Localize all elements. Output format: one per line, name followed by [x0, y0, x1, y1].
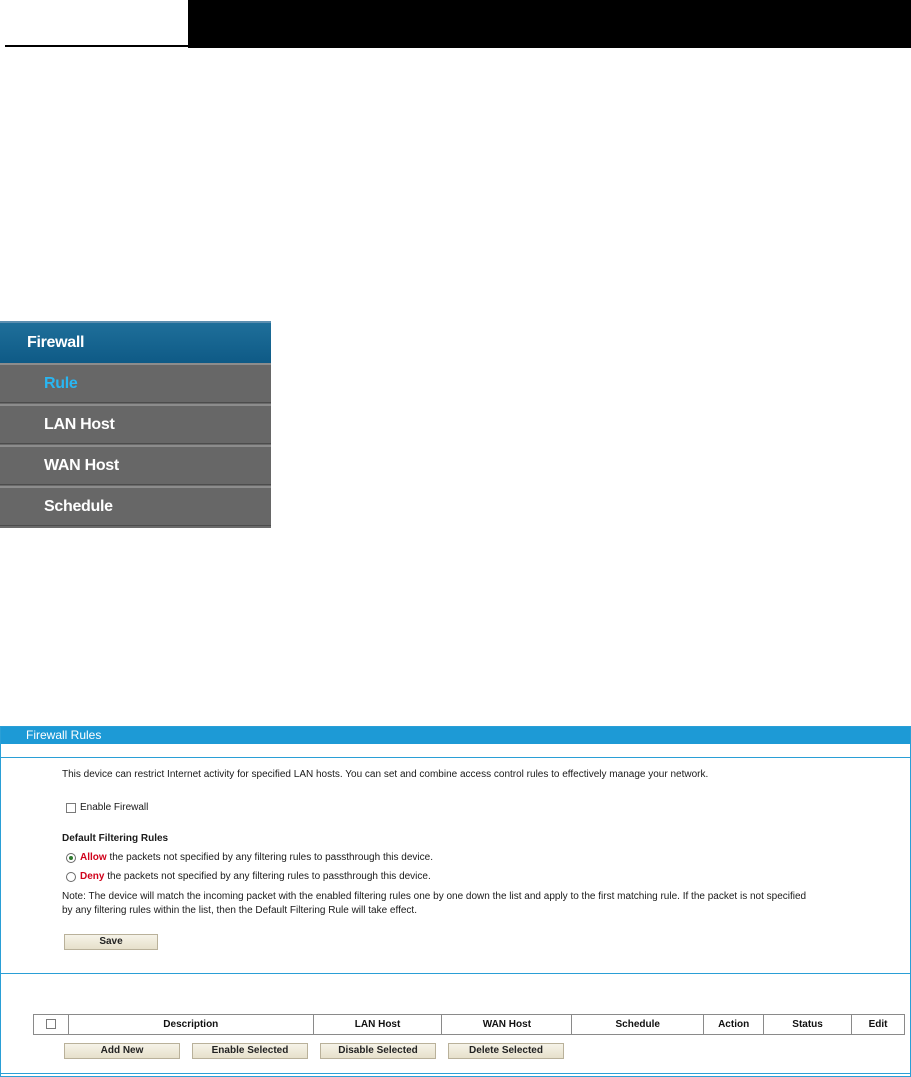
panel-title: Firewall Rules — [26, 728, 102, 742]
column-header-description: Description — [68, 1015, 313, 1035]
enable-firewall-label: Enable Firewall — [80, 802, 149, 813]
allow-description: the packets not specified by any filtering rules to passthrough this device. — [106, 852, 433, 863]
menu-item-schedule[interactable] — [0, 486, 271, 526]
deny-option-text — [80, 871, 431, 882]
header-black-band — [188, 0, 911, 48]
menu-item-label: Rule — [44, 375, 78, 392]
column-header-lan-host: LAN Host — [313, 1015, 442, 1035]
save-button[interactable]: Save — [64, 934, 158, 950]
menu-item-lan-host[interactable] — [0, 404, 271, 444]
column-header-action: Action — [704, 1015, 764, 1035]
divider — [1, 1073, 910, 1074]
table-header-row — [34, 1015, 905, 1035]
add-new-button[interactable]: Add New — [64, 1043, 180, 1059]
header-tab-underline — [5, 45, 188, 47]
column-header-status: Status — [764, 1015, 852, 1035]
divider — [1, 973, 910, 974]
menu-header-label: Firewall — [27, 334, 85, 351]
allow-word: Allow — [80, 852, 107, 863]
enable-firewall-checkbox[interactable] — [66, 803, 76, 813]
column-header-edit: Edit — [852, 1015, 905, 1035]
top-header-bar — [0, 0, 911, 48]
column-header-schedule: Schedule — [572, 1015, 704, 1035]
select-all-checkbox[interactable] — [46, 1019, 56, 1029]
deny-description: the packets not specified by any filtering rules to passthrough this device. — [104, 871, 431, 882]
menu-header-firewall[interactable] — [0, 321, 271, 363]
panel-title-bar — [1, 727, 910, 744]
header-tab-area — [0, 0, 188, 48]
allow-option-text — [80, 852, 433, 863]
intro-text: This device can restrict Internet activity for specified LAN hosts. You can set and combine access control rules to effectively manage your network. — [62, 769, 709, 780]
column-header-wan-host: WAN Host — [442, 1015, 572, 1035]
menu-item-label: WAN Host — [44, 457, 119, 474]
menu-item-label: LAN Host — [44, 416, 115, 433]
allow-radio[interactable] — [66, 853, 76, 863]
menu-item-rule[interactable] — [0, 363, 271, 403]
delete-selected-button[interactable]: Delete Selected — [448, 1043, 564, 1059]
deny-word: Deny — [80, 871, 105, 882]
menu-item-label: Schedule — [44, 498, 113, 515]
note-line-2: by any filtering rules within the list, then the Default Filtering Rule will take effect. — [62, 905, 417, 916]
firewall-menu — [0, 321, 271, 528]
firewall-rules-panel — [0, 726, 911, 1077]
enable-selected-button[interactable]: Enable Selected — [192, 1043, 308, 1059]
select-all-cell — [34, 1015, 69, 1035]
menu-item-wan-host[interactable] — [0, 445, 271, 485]
default-rules-heading: Default Filtering Rules — [62, 833, 169, 844]
note-line-1: Note: The device will match the incoming packet with the enabled filtering rules one by one down the list and apply to the first matching rule. If the packet is not specified — [62, 891, 807, 902]
deny-radio[interactable] — [66, 872, 76, 882]
rules-table-header — [33, 1014, 905, 1035]
disable-selected-button[interactable]: Disable Selected — [320, 1043, 436, 1059]
divider — [1, 757, 910, 758]
